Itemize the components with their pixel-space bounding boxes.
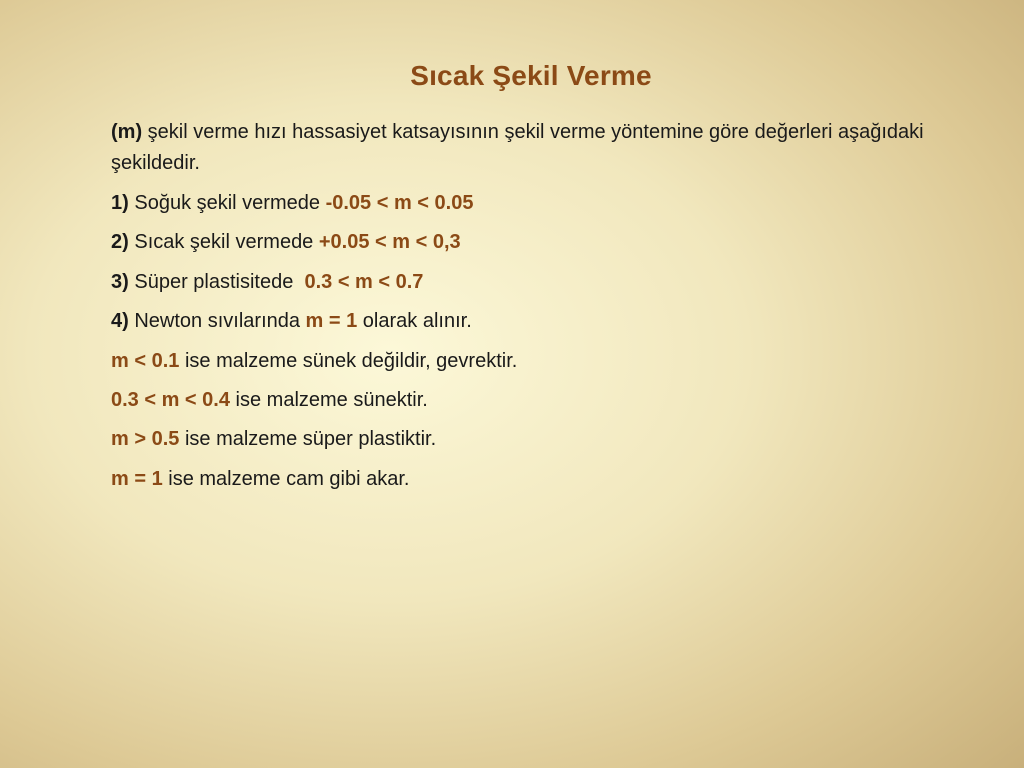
item-number: 1)	[111, 192, 129, 214]
list-item	[111, 229, 951, 268]
condition-text: ise malzeme sünek değildir, gevrektir.	[179, 349, 518, 372]
condition-line	[111, 466, 951, 505]
intro-paragraph	[111, 117, 951, 179]
condition-range: m = 1	[111, 467, 163, 490]
item-text: Newton sıvılarında	[128, 310, 306, 333]
item-range: 0.3 < m < 0.7	[304, 270, 424, 293]
slide-content	[111, 117, 951, 505]
slide-title: Sıcak Şekil Verme	[410, 60, 652, 91]
intro-symbol: (m)	[111, 121, 143, 143]
item-range: +0.05 < m < 0,3	[318, 231, 461, 254]
item-range: m = 1	[305, 310, 358, 333]
condition-range: 0.3 < m < 0.4	[111, 388, 230, 411]
list-item	[111, 308, 951, 347]
item-text: Soğuk şekil vermede	[128, 192, 326, 214]
item-range: -0.05 < m < 0.05	[325, 192, 474, 214]
condition-text: ise malzeme sünektir.	[229, 388, 428, 411]
item-text: Sıcak şekil vermede	[128, 231, 319, 254]
list-item	[111, 269, 951, 308]
intro-text: şekil verme hızı hassasiyet katsayısının şekil verme yöntemine göre değerleri aşağıdaki şekildedir.	[111, 121, 924, 174]
list-item	[111, 190, 951, 229]
condition-range: m > 0.5	[111, 428, 180, 451]
condition-range: m < 0.1	[111, 349, 180, 372]
condition-line	[111, 348, 951, 387]
condition-line	[111, 426, 951, 465]
condition-line	[111, 387, 951, 426]
item-suffix: olarak alınır.	[357, 310, 472, 333]
condition-text: ise malzeme cam gibi akar.	[162, 467, 410, 490]
item-number: 4)	[111, 310, 129, 333]
item-number: 3)	[111, 270, 129, 293]
condition-text: ise malzeme süper plastiktir.	[179, 428, 437, 451]
item-text: Süper plastisitede	[128, 270, 305, 293]
item-number: 2)	[111, 231, 129, 254]
